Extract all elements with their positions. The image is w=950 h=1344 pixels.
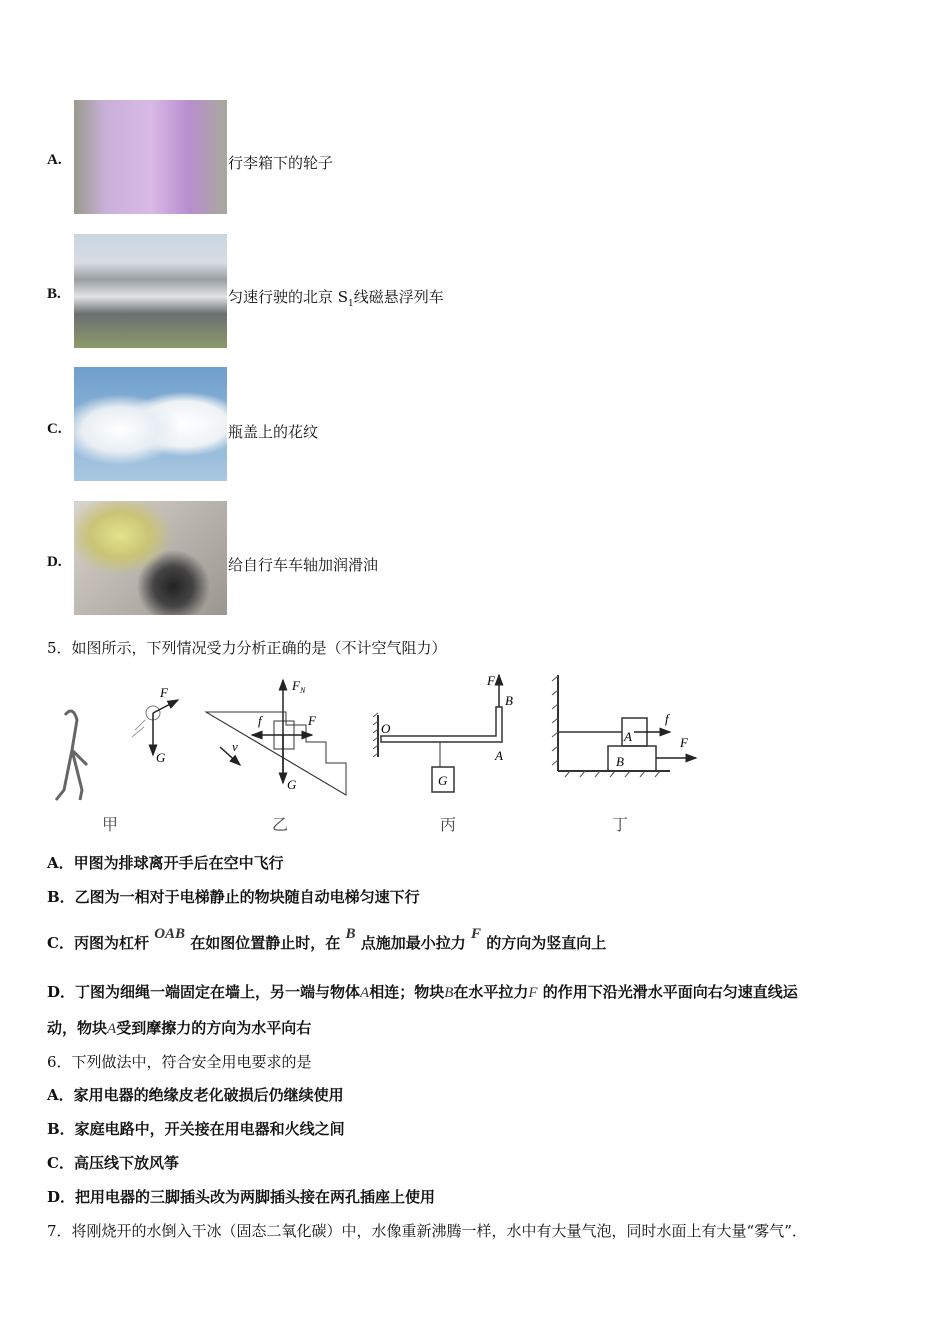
- svg-text:A: A: [624, 729, 632, 744]
- diagram-ding: [552, 675, 696, 777]
- caption-yi: 乙: [272, 815, 289, 834]
- svg-text:B: B: [616, 754, 624, 769]
- svg-text:B: B: [505, 693, 513, 708]
- svg-text:A: A: [495, 748, 503, 763]
- svg-text:F: F: [292, 678, 300, 693]
- q6-option-c: C．高压线下放风筝: [47, 1154, 179, 1172]
- svg-text:F: F: [308, 713, 316, 728]
- svg-text:N: N: [300, 686, 306, 695]
- diagram-yi: [206, 678, 346, 795]
- option-letter: A.: [47, 152, 62, 168]
- suitcase-photo: [74, 100, 227, 214]
- option-text: 行李箱下的轮子: [228, 154, 334, 172]
- question-5-stem: 5．如图所示，下列情况受力分析正确的是（不计空气阻力）: [47, 639, 447, 657]
- diagram-bing: [373, 673, 513, 792]
- q6-option-a: A．家用电器的绝缘皮老化破损后仍继续使用: [47, 1086, 344, 1104]
- force-diagrams: [40, 665, 720, 815]
- diagram-jia: [56, 685, 178, 800]
- option-letter: D.: [47, 554, 62, 570]
- option-text: 匀速行驶的北京 $S_1$线磁悬浮列车: [228, 288, 444, 309]
- bicycle-oil-photo: [74, 501, 227, 615]
- option-letter: B.: [47, 286, 61, 302]
- question-7-stem: 7．将刚烧开的水倒入干冰（固态二氧化碳）中，水像重新沸腾一样，水中有大量气泡，同时水面上有大量“雾气”．: [47, 1222, 807, 1240]
- svg-text:f: f: [665, 711, 669, 726]
- bottle-cap-photo: [74, 367, 227, 481]
- svg-text:F: F: [160, 685, 168, 700]
- option-letter: C.: [47, 421, 62, 437]
- q6-option-d: D．把用电器的三脚插头改为两脚插头接在两孔插座上使用: [47, 1188, 436, 1206]
- svg-text:F: F: [680, 735, 688, 750]
- svg-text:G: G: [156, 750, 166, 765]
- q6-option-b: B．家庭电路中，开关接在用电器和火线之间: [47, 1120, 345, 1138]
- svg-text:O: O: [381, 721, 391, 736]
- svg-text:G: G: [287, 777, 297, 792]
- q5-option-d-line2: 动，物块A受到摩擦力的方向为水平向右: [47, 1019, 312, 1037]
- svg-text:G: G: [438, 773, 448, 788]
- svg-text:F: F: [487, 673, 495, 688]
- maglev-train-photo: [74, 234, 227, 348]
- caption-bing: 丙: [440, 815, 457, 834]
- q5-option-b: B．乙图为一相对于电梯静止的物块随自动电梯匀速下行: [47, 888, 420, 906]
- question-6-stem: 6．下列做法中，符合安全用电要求的是: [47, 1053, 312, 1071]
- caption-ding: 丁: [612, 815, 629, 834]
- q5-option-c: C．丙图为杠杆 OAB 在如图位置静止时，在 B 点施加最小拉力 F 的方向为竖直向上: [47, 926, 607, 952]
- q5-option-d-line1: D．丁图为细绳一端固定在墙上，另一端与物体A相连；物块B在水平拉力F 的作用下沿光滑水平面向右匀速直线运: [47, 983, 798, 1001]
- volleyball-player-figure: [56, 711, 87, 800]
- caption-jia: 甲: [102, 815, 119, 834]
- option-text: 瓶盖上的花纹: [228, 423, 319, 441]
- svg-text:f: f: [258, 713, 262, 728]
- svg-text:v: v: [232, 739, 238, 754]
- option-text: 给自行车车轴加润滑油: [228, 556, 379, 574]
- q5-option-a: A．甲图为排球离开手后在空中飞行: [47, 854, 284, 872]
